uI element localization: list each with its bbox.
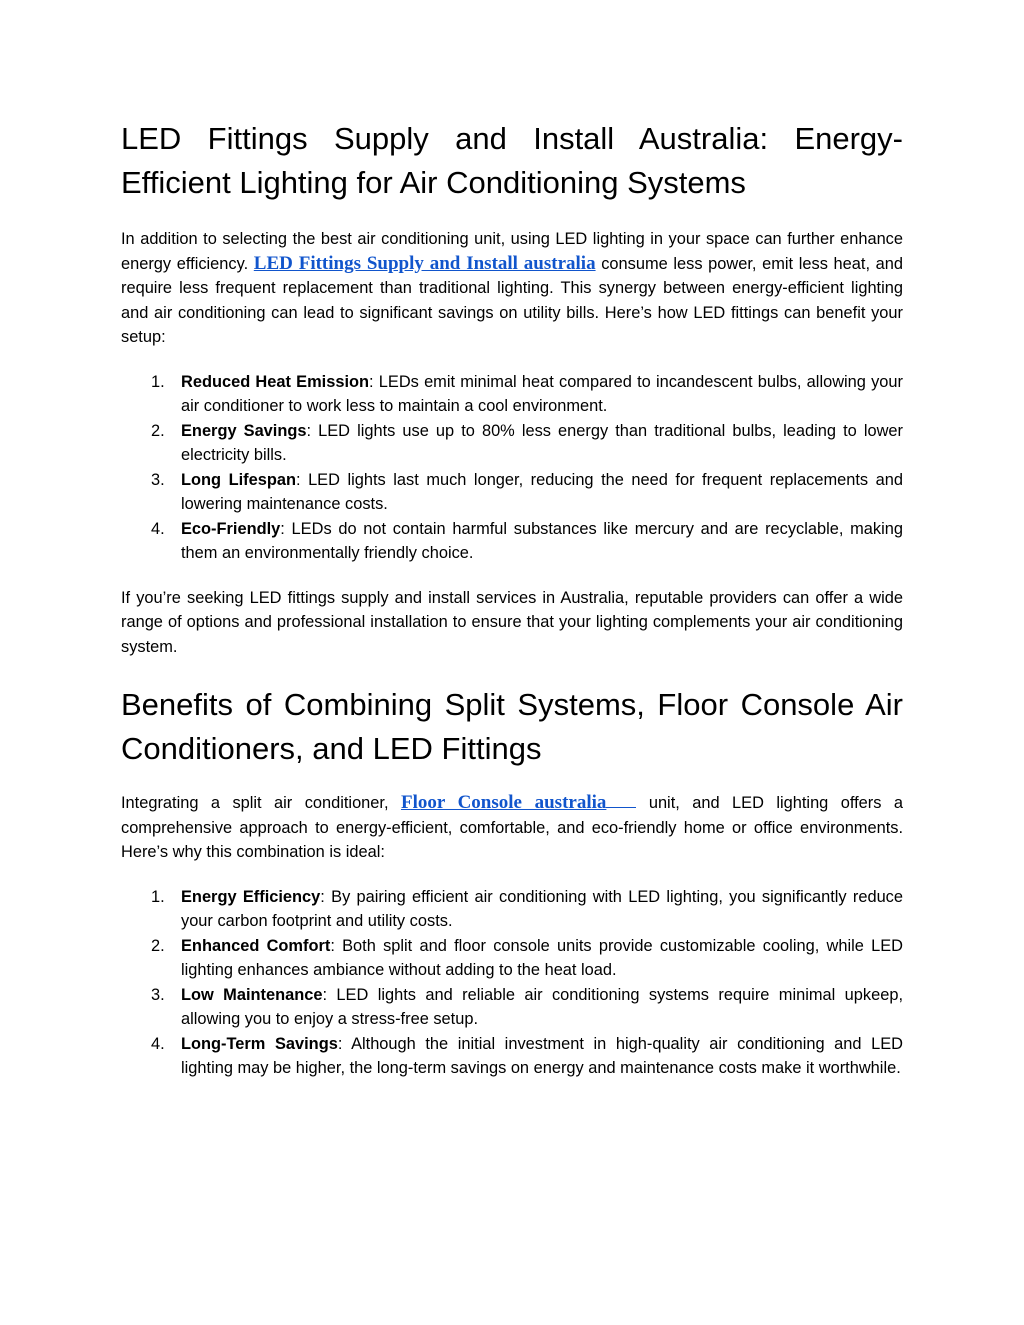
list-item-number: 1. (151, 372, 165, 391)
list-item-title: Enhanced Comfort (181, 936, 331, 955)
list-item-title: Long Lifespan (181, 470, 296, 489)
list-item-number: 4. (151, 1034, 165, 1053)
list-item-text: : LEDs emit minimal heat compared to incandescent bulbs, allowing your air conditioner to work less to maintain a cool environment. (181, 372, 903, 415)
list-item-text: : LEDs do not contain harmful substances like mercury and are recyclable, making them an environmentally friendly choice. (181, 519, 903, 562)
section1-intro-before: In addition to selecting the best air conditioning unit, using LED lighting in your space can further enhance energy efficiency. (121, 230, 903, 273)
list-item (121, 517, 903, 566)
list-item-number: 1. (151, 887, 165, 906)
list-item (121, 370, 903, 419)
list-item-title: Low Maintenance (181, 985, 323, 1004)
link-underline-gap (606, 793, 636, 808)
list-item-number: 2. (151, 421, 165, 440)
list-item (121, 1032, 903, 1081)
list-item-text: : Both split and floor console units provide customizable cooling, while LED lighting enhances ambiance without adding to the heat load. (181, 936, 903, 979)
section2-intro-paragraph (121, 791, 903, 865)
section1-list (121, 370, 903, 566)
list-item (121, 983, 903, 1032)
list-item-number: 4. (151, 519, 165, 538)
list-item-text: : LED lights and reliable air conditioning systems require minimal upkeep, allowing you to enjoy a stress-free setup. (181, 985, 903, 1028)
section1-intro-after: consume less power, emit less heat, and require less frequent replacement than traditional lighting. This synergy between energy-efficient lighting and air conditioning can lead to significant savings on utility bills. Here’s how LED fittings can benefit your setup: (121, 254, 903, 346)
list-item-text: : Although the initial investment in high-quality air conditioning and LED lighting may be higher, the long-term savings on energy and maintenance costs make it worthwhile. (181, 1034, 903, 1077)
list-item-title: Long-Term Savings (181, 1034, 338, 1053)
section2-list (121, 885, 903, 1081)
list-item-title: Reduced Heat Emission (181, 372, 370, 391)
led-fittings-link[interactable]: LED Fittings Supply and Install australia (253, 252, 596, 274)
list-item-text: : LED lights use up to 80% less energy than traditional bulbs, leading to lower electricity bills. (181, 421, 903, 464)
list-item-title: Eco-Friendly (181, 519, 281, 538)
section1-closing-paragraph: If you’re seeking LED fittings supply and install services in Australia, reputable providers can offer a wide range of options and professional installation to ensure that your lighting complements your air conditioning system. (121, 588, 903, 656)
list-item-number: 3. (151, 470, 165, 489)
section1-heading: LED Fittings Supply and Install Australia: Energy-Efficient Lighting for Air Conditioning Systems (121, 121, 903, 200)
section2-heading: Benefits of Combining Split Systems, Floor Console Air Conditioners, and LED Fittings (121, 687, 903, 766)
list-item-number: 3. (151, 985, 165, 1004)
floor-console-link[interactable]: Floor Console australia (400, 792, 607, 813)
section2-intro-before: Integrating a split air conditioner, (121, 794, 401, 812)
list-item-title: Energy Efficiency (181, 887, 321, 906)
document-page (121, 117, 903, 1081)
list-item-number: 2. (151, 936, 165, 955)
list-item-text: : By pairing efficient air conditioning with LED lighting, you significantly reduce your carbon footprint and utility costs. (181, 887, 903, 930)
list-item (121, 934, 903, 983)
list-item-title: Energy Savings (181, 421, 307, 440)
list-item-text: : LED lights last much longer, reducing the need for frequent replacements and lowering maintenance costs. (181, 470, 904, 513)
section2-intro-after: unit, and LED lighting offers a comprehensive approach to energy-efficient, comfortable, and eco-friendly home or office environments. Here’s why this combination is ideal: (121, 794, 903, 861)
list-item (121, 419, 903, 468)
list-item (121, 468, 903, 517)
list-item (121, 885, 903, 934)
section1-intro-paragraph (121, 227, 903, 350)
